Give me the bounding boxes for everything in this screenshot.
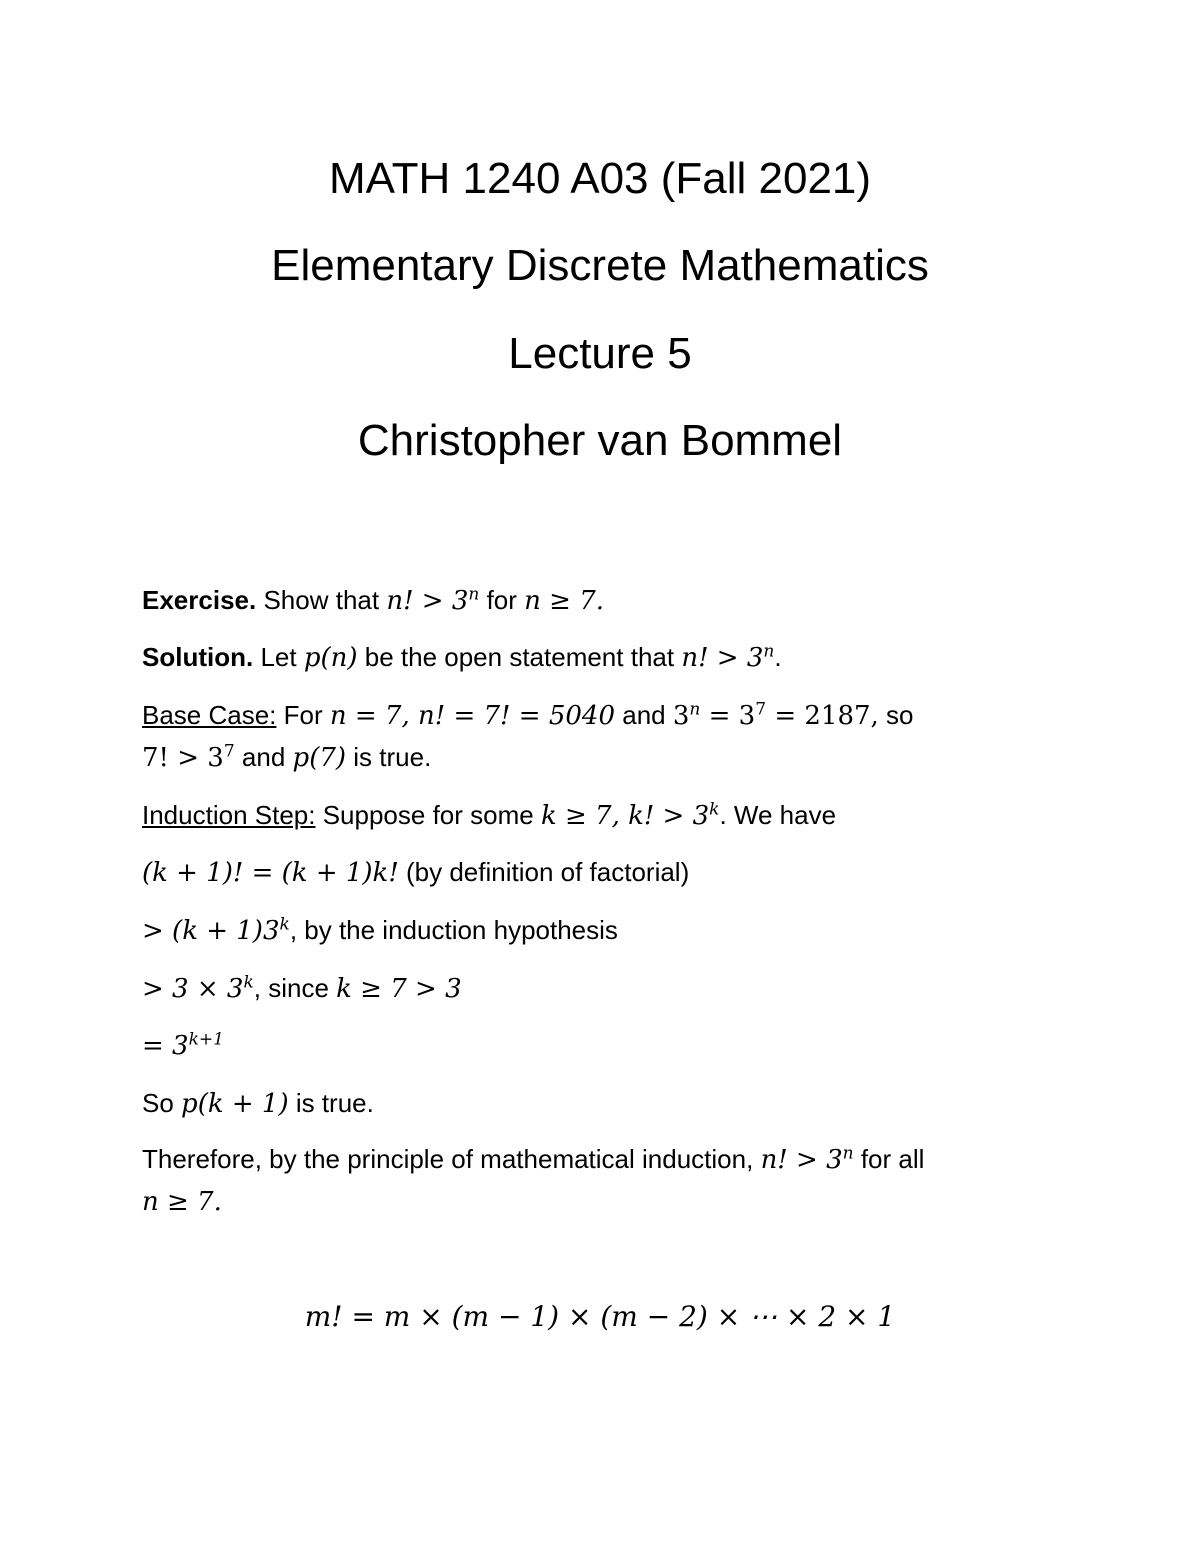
exercise-text-pre: Show that [263,585,380,615]
step-2-math: > $(k + 1)3^k$ [142,914,290,946]
induction-step-4 [142,1030,224,1061]
base-case-so: so [886,700,914,730]
base-case-line-2 [142,742,431,773]
induction-step-1 [142,857,689,888]
step-2-text: , by the induction hypothesis [289,915,618,945]
conclusion-math-1: n! > $3^n$ [760,1143,854,1175]
base-case-math-2: $3^n = 3^7 = 2187$, [672,699,879,731]
solution-math-1: p(n) [303,643,358,673]
induction-step-2 [142,915,618,946]
induction-pre: Suppose for some [322,800,534,830]
base-case-and-2: and [241,742,286,772]
conclusion-post: for all [860,1144,925,1174]
base-case-end: is true. [353,742,432,772]
author-name: Christopher van Bommel [357,416,843,465]
step-1-text: (by definition of factorial) [406,857,690,887]
step-4-math: = $3^{k+1}$ [142,1029,224,1061]
lecture-title: Lecture 5 [508,329,692,378]
solution-line [142,642,782,673]
exercise-label: Exercise. [142,585,257,615]
course-title: MATH 1240 A03 (Fall 2021) [328,154,872,203]
conclusion-line-1 [142,1144,924,1175]
induction-label: Induction Step: [142,800,316,830]
induction-so-line [142,1088,374,1119]
so-post: is true. [295,1088,374,1118]
base-case-line-1 [142,700,914,731]
exercise-math-1: n! > $3^n$ [386,584,480,616]
factorial-definition: m! = m × (m − 1) × (m − 2) × ⋯ × 2 × 1 [304,1300,896,1333]
conclusion-pre: Therefore, by the principle of mathematical induction, [142,1144,754,1174]
step-3-text: , since [253,973,329,1003]
induction-post: . We have [719,800,837,830]
base-case-math-1: n = 7, n! = 7! = 5040 [329,701,615,731]
base-case-and: and [622,700,666,730]
base-case-math-3: 7! > $3^7$ [142,741,235,773]
conclusion-math-2: n ≥ 7. [142,1187,222,1217]
solution-label: Solution. [142,642,254,672]
subject-title: Elementary Discrete Mathematics [271,241,929,290]
solution-end: . [774,642,782,672]
solution-math-2: n! > $3^n$ [681,641,775,673]
solution-text-mid: be the open statement that [364,642,675,672]
step-1-math: (k + 1)! = (k + 1)k! [142,858,399,888]
exercise-text-mid: for [486,585,517,615]
base-case-label: Base Case: [142,700,277,730]
induction-line [142,800,836,831]
step-3-math-2: k ≥ 7 > 3 [336,974,462,1004]
conclusion-line-2 [142,1186,222,1217]
induction-math-1: k ≥ 7, k! > $3^k$ [540,799,720,831]
exercise-math-2: n ≥ 7. [524,586,605,616]
exercise-line [142,585,604,616]
base-case-math-4: p(7) [292,743,347,773]
step-3-math: > $3 \times 3^k$ [142,972,254,1004]
so-pre: So [142,1088,174,1118]
solution-text-pre: Let [260,642,297,672]
induction-step-3 [142,973,462,1004]
so-math: p(k + 1) [181,1089,289,1119]
base-case-pre: For [283,700,323,730]
